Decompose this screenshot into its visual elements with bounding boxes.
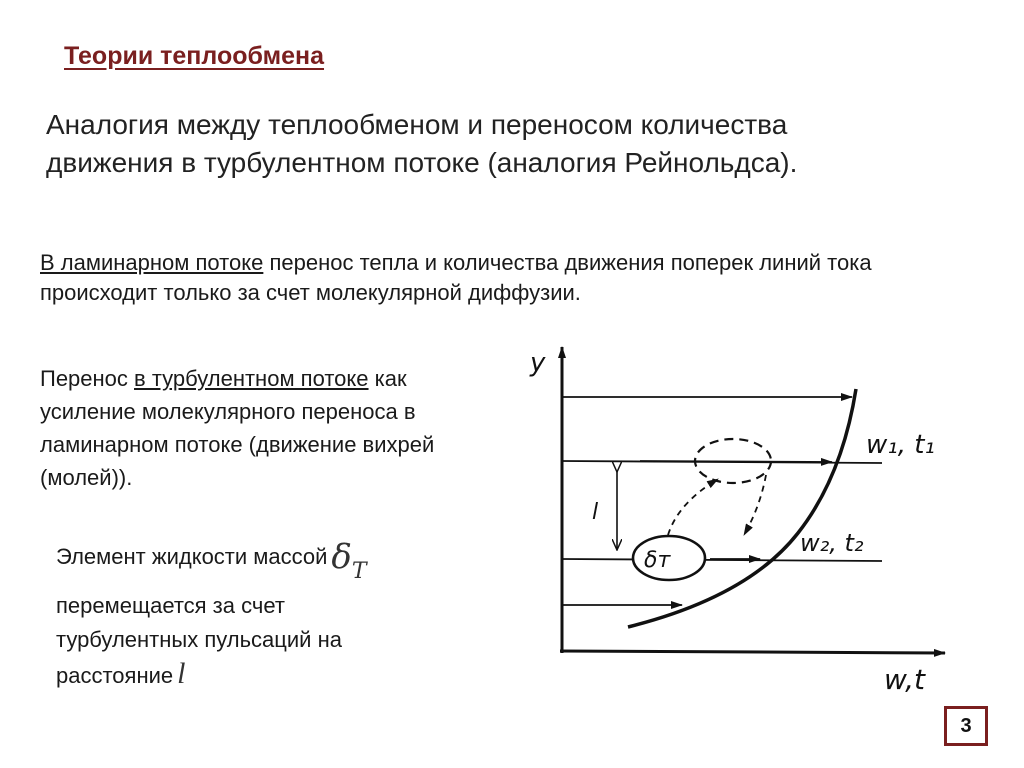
laminar-underlined: В ламинарном потоке xyxy=(40,250,264,275)
laminar-paragraph xyxy=(40,248,980,308)
y-axis-label: y xyxy=(530,348,546,378)
element-line-1-text: Элемент жидкости массой xyxy=(56,544,328,569)
delta-subscript: T xyxy=(351,559,367,584)
turbulent-underlined: в турбулентном потоке xyxy=(134,366,369,391)
turbulent-paragraph xyxy=(40,362,480,494)
line-gap xyxy=(56,575,486,589)
turbulent-prefix: Перенос xyxy=(40,366,135,391)
element-line-2: перемещается за счет xyxy=(56,593,285,618)
lower-line-label: w₂, t₂ xyxy=(800,529,864,557)
velocity-profile-curve xyxy=(628,389,856,627)
turbulent-text: как усиление молекулярного переноса в ламинарном потоке (движение вихрей (молей)). xyxy=(40,366,435,490)
page-number-badge: 3 xyxy=(944,706,988,746)
reynolds-analogy-diagram xyxy=(520,335,990,710)
l-symbol: l xyxy=(177,657,186,690)
streamline-2-arrow xyxy=(640,461,832,462)
element-label: δт xyxy=(644,548,671,573)
upper-line-label: w₁, t₁ xyxy=(866,430,935,460)
x-axis-label: w,t xyxy=(884,663,925,696)
element-line-3: турбулентных пульсаций на xyxy=(56,627,342,652)
upward-dashed-arrow xyxy=(668,479,718,535)
x-axis xyxy=(560,651,945,653)
element-line-4-text: расстояние xyxy=(56,663,174,688)
slide-title: Теории теплообмена xyxy=(64,42,325,70)
element-line-1 xyxy=(56,536,486,584)
downward-dashed-arrow xyxy=(744,475,766,535)
slide-subtitle: Аналогия между теплообменом и переносом количества движения в турбулентном потоке (аналогия Рейнольдса). xyxy=(46,109,798,178)
delta-symbol: δ xyxy=(331,537,352,577)
element-description xyxy=(56,536,486,693)
element-line-4 xyxy=(56,657,486,693)
distance-label: l xyxy=(592,500,599,525)
diagram-svg xyxy=(520,335,990,705)
laminar-text: перенос тепла и количества движения поперек линий тока происходит только за счет молекулярной диффузии. xyxy=(40,250,872,305)
